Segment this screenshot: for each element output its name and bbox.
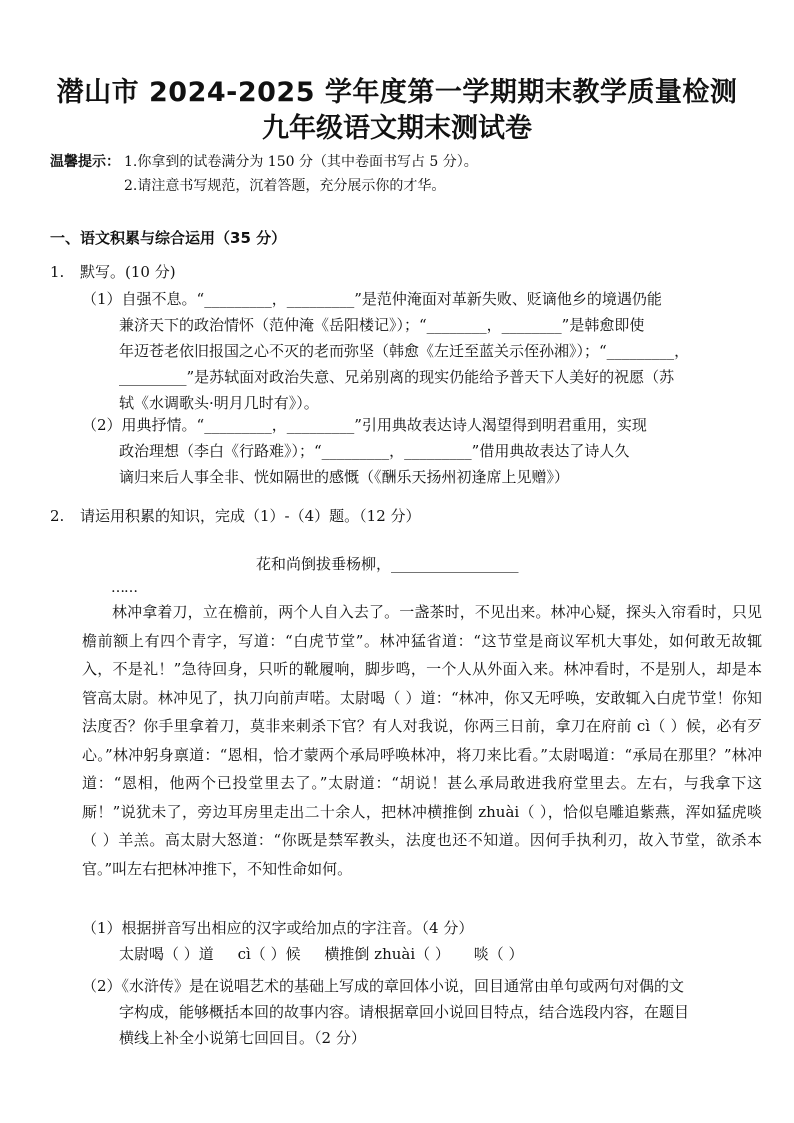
question-2-text: 请运用积累的知识，完成（1）-（4）题。（12 分）	[80, 507, 421, 525]
chapter-title-line: 花和尚倒拔垂杨柳，_________________	[256, 555, 519, 573]
question-1-text: 默写。(10 分)	[80, 263, 176, 281]
q1-p1-line-3: 年迈苍老依旧报国之心不灭的老而弥坚（韩愈《左迁至蓝关示侄孙湘》）；“_________，	[119, 342, 690, 360]
section-1-title: 一、语文积累与综合运用（35 分）	[50, 229, 287, 247]
tips-block	[50, 150, 478, 198]
question-1-number: 1.	[50, 263, 65, 281]
reading-passage: 林冲拿着刀，立在檐前，两个人自入去了。一盏茶时，不见出来。林冲心疑，探头入帘看时，只见檐前额上有四个青字，写道：“白虎节堂”。林冲猛省道：“这节堂是商议军机大事处，如何敢无故辄入，不是礼！”急待回身，只听的靴履响，脚步鸣，一个人从外面入来。林冲看时，不是别人，却是本管高太尉。林冲见了，执刀向前声喏。太尉喝（ ）道：“林冲，你又无呼唤，安敢辄入白虎节堂！你知法度否？你手里拿着刀，莫非来刺杀下官？有人对我说，你两三日前，拿刀在府前 cì（ ）候，必有歹心。”林冲躬身禀道：“恩相，恰才蒙两个承局呼唤林冲，将刀来比看。”太尉喝道：“承局在那里？”林冲道：“恩相，他两个已投堂里去了。”太尉道：“胡说！甚么承局敢进我府堂里去。左右，与我拿下这厮！”说犹未了，旁边耳房里走出二十余人，把林冲横推倒 zhuài（ ），恰似皂雕追紫燕，浑如猛虎啖（ ）羊羔。高太尉大怒道：“你既是禁军教头，法度也还不知道。因何手执利刃，故入节堂，欲杀本官。”叫左右把林冲推下，不知性命如何。	[82, 603, 762, 878]
tips-label: 温馨提示：	[50, 154, 120, 170]
q1-p2-line-3: 谪归来后人事全非、恍如隔世的感慨（《酬乐天扬州初逢席上见赠》）	[119, 468, 570, 486]
q1-p2-line-1: （2）用典抒情。“_________，_________”引用典故表达诗人渴望得到明君重用，实现	[82, 416, 647, 434]
tips-line-1: 1.你拿到的试卷满分为 150 分（其中卷面书写占 5 分）。	[124, 154, 478, 170]
question-1-part-1	[82, 286, 772, 416]
q2-sub1-line-2: 太尉喝（ ）道 cì（ ）候 横推倒 zhuài（ ） 啖（ ）	[119, 945, 524, 963]
question-2-number: 2.	[50, 507, 65, 525]
question-2-stem	[50, 503, 421, 529]
q1-p1-line-4: _________”是苏轼面对政治失意、兄弟别离的现实仍能给予普天下人美好的祝愿（苏	[119, 368, 675, 386]
question-2-sub-2	[82, 973, 772, 1051]
q1-p2-line-2: 政治理想（李白《行路难》）；“_________，_________”借用典故表达了诗人久	[119, 442, 630, 460]
q1-p1-line-5: 轼《水调歌头·明月几时有》）。	[119, 394, 319, 412]
q2-sub2-line-2: 字构成，能够概括本回的故事内容。请根据章回小说回目特点，结合选段内容，在题目	[119, 1003, 690, 1021]
question-1-part-2	[82, 412, 772, 490]
q2-sub2-line-3: 横线上补全小说第七回回目。（2 分）	[119, 1029, 366, 1047]
tips-line-2: 2.请注意书写规范，沉着答题，充分展示你的才华。	[124, 178, 446, 194]
ellipsis: ……	[111, 580, 137, 596]
question-1-stem	[50, 259, 176, 285]
q2-sub1-line-1: （1）根据拼音写出相应的汉字或给加点的字注音。（4 分）	[82, 919, 474, 937]
q1-p1-line-1: （1）自强不息。“_________，_________”是范仲淹面对革新失败、贬谪他乡的境遇仍能	[82, 290, 662, 308]
question-2-sub-1	[82, 915, 772, 967]
exam-title: 潜山市 2024-2025 学年度第一学期期末教学质量检测	[56, 77, 738, 108]
q1-p1-line-2: 兼济天下的政治情怀（范仲淹《岳阳楼记》）；“________，________”是韩愈即使	[119, 316, 645, 334]
q2-sub2-line-1: （2）《水浒传》是在说唱艺术的基础上写成的章回体小说，回目通常由单句或两句对偶的文	[82, 977, 685, 995]
exam-subtitle: 九年级语文期末测试卷	[262, 113, 532, 144]
